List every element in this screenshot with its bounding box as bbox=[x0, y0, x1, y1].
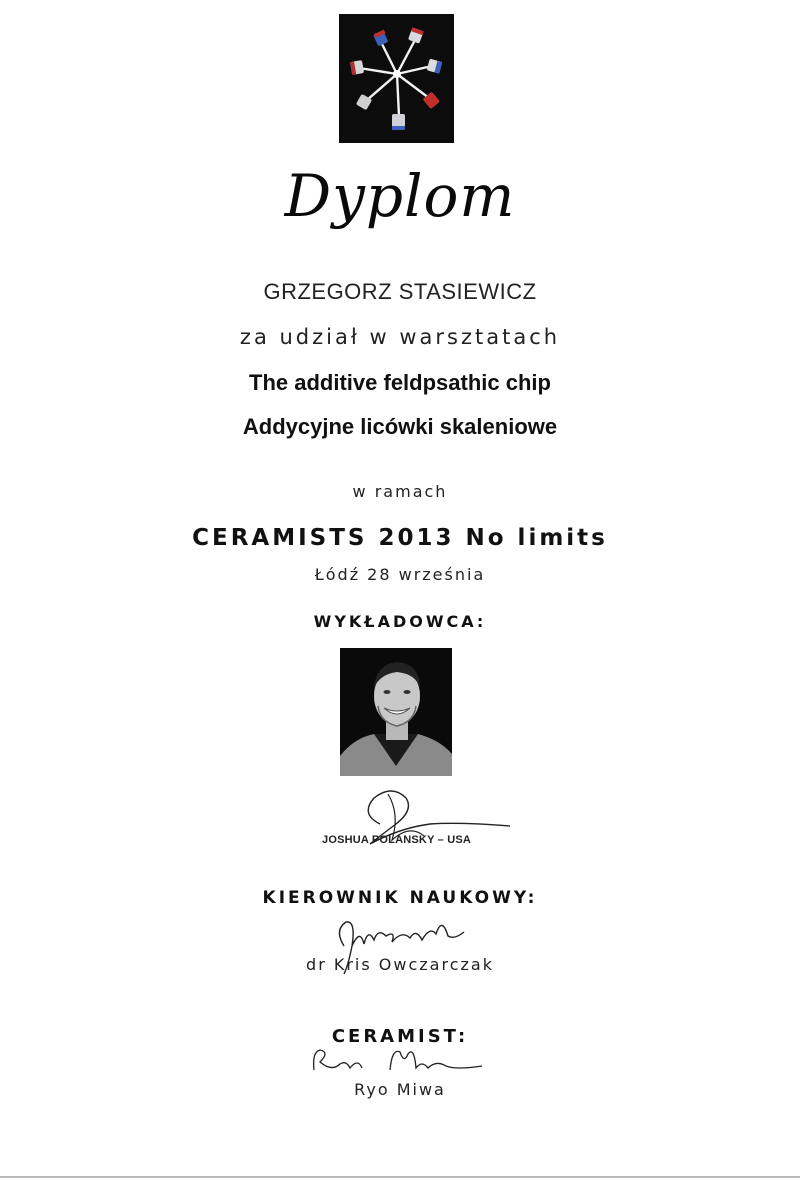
ceramist-heading: CERAMIST: bbox=[331, 1026, 469, 1047]
lecturer-heading: WYKŁADOWCA: bbox=[313, 612, 487, 631]
event-name: CERAMISTS 2013 No limits bbox=[192, 525, 608, 551]
workshop-title-en: The additive feldpsathic chip bbox=[249, 370, 551, 395]
workshop-title-pl: Addycyjne licówki skaleniowe bbox=[242, 414, 558, 439]
ceramics-wheel-logo-icon bbox=[339, 14, 454, 143]
ceramist-signature-icon bbox=[306, 1040, 486, 1080]
scientific-heading: KIEROWNIK NAUKOWY: bbox=[262, 888, 538, 908]
ceramist-name: Ryo Miwa bbox=[354, 1080, 446, 1099]
lecturer-portrait-icon bbox=[340, 648, 452, 776]
within-text: w ramach bbox=[352, 482, 448, 501]
place-date: Łódź 28 września bbox=[314, 565, 486, 584]
participation-text: za udział w warsztatach bbox=[239, 325, 561, 349]
bottom-edge-divider bbox=[0, 1176, 800, 1178]
recipient-name: GRZEGORZ STASIEWICZ bbox=[263, 279, 537, 304]
lecturer-name: JOSHUA POLANSKY – USA bbox=[322, 834, 472, 846]
scientific-name: dr Kris Owczarczak bbox=[306, 955, 494, 974]
diploma-title: Dyplom bbox=[284, 162, 516, 230]
